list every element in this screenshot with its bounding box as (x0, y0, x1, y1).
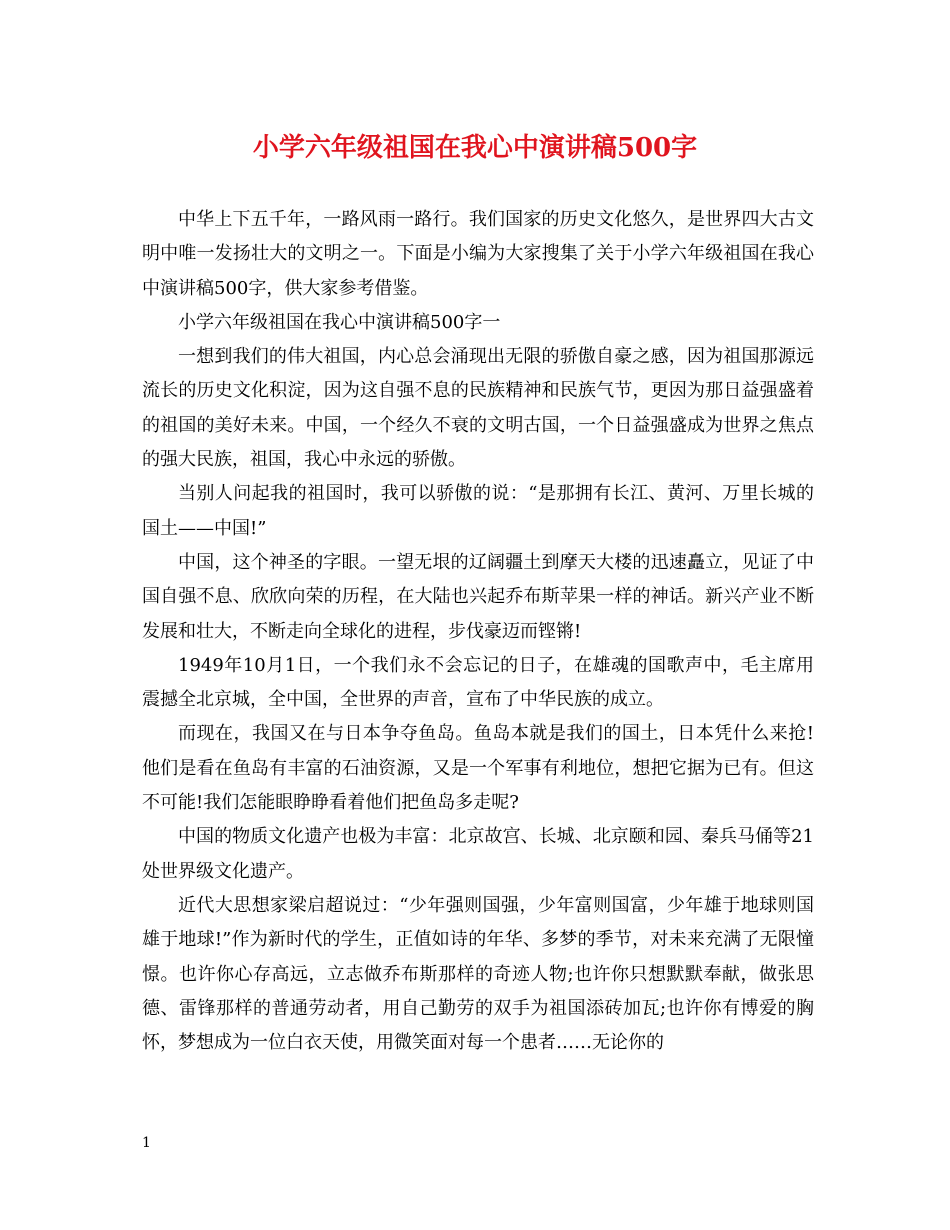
paragraph: 中国的物质文化遗产也极为丰富：北京故宫、长城、北京颐和园、秦兵马俑等21处世界级文化遗产。 (142, 826, 814, 882)
paragraph: 中国，这个神圣的字眼。一望无垠的辽阔疆土到摩天大楼的迅速矗立，见证了中国自强不息、欣欣向荣的历程，在大陆也兴起乔布斯苹果一样的神话。新兴产业不断发展和壮大，不断走向全球化的进程，步伐豪迈而铿锵! (142, 551, 814, 642)
document-title: 小学六年级祖国在我心中演讲稿500字 (252, 133, 698, 163)
paragraph: 1949年10月1日，一个我们永不会忘记的日子，在雄魂的国歌声中，毛主席用震撼全北京城，全中国，全世界的声音，宣布了中华民族的成立。 (142, 654, 814, 711)
paragraph: 一想到我们的伟大祖国，内心总会涌现出无限的骄傲自豪之感，因为祖国那源远流长的历史文化积淀，因为这自强不息的民族精神和民族气节，更因为那日益强盛着的祖国的美好未来。中国，一个经久不衰的文明古国，一个日益强盛成为世界之焦点的强大民族，祖国，我心中永远的骄傲。 (142, 346, 814, 471)
document-body (142, 203, 814, 1060)
paragraph: 而现在，我国又在与日本争夺鱼岛。鱼岛本就是我们的国土，日本凭什么来抢!他们是看在鱼岛有丰富的石油资源，又是一个军事有利地位，想把它据为已有。但这不可能!我们怎能眼睁睁看着他们把鱼岛多走呢? (142, 723, 814, 814)
page-number: 1 (142, 1135, 151, 1151)
section-heading: 小学六年级祖国在我心中演讲稿500字一 (178, 311, 501, 333)
paragraph: 近代大思想家梁启超说过：“少年强则国强，少年富则国富，少年雄于地球则国雄于地球!”作为新时代的学生，正值如诗的年华、多梦的季节，对未来充满了无限憧憬。也许你心存高远，立志做乔布斯那样的奇迹人物;也许你只想默默奉献，做张思德、雷锋那样的普通劳动者，用自己勤劳的双手为祖国添砖加瓦;也许你有博爱的胸怀，梦想成为一位白衣天使，用微笑面对每一个患者……无论你的 (142, 894, 814, 1054)
paragraph-intro: 中华上下五千年，一路风雨一路行。我们国家的历史文化悠久，是世界四大古文明中唯一发扬壮大的文明之一。下面是小编为大家搜集了关于小学六年级祖国在我心中演讲稿500字，供大家参考借鉴。 (142, 209, 814, 299)
paragraph: 当别人问起我的祖国时，我可以骄傲的说：“是那拥有长江、黄河、万里长城的国土——中国!” (142, 483, 814, 539)
